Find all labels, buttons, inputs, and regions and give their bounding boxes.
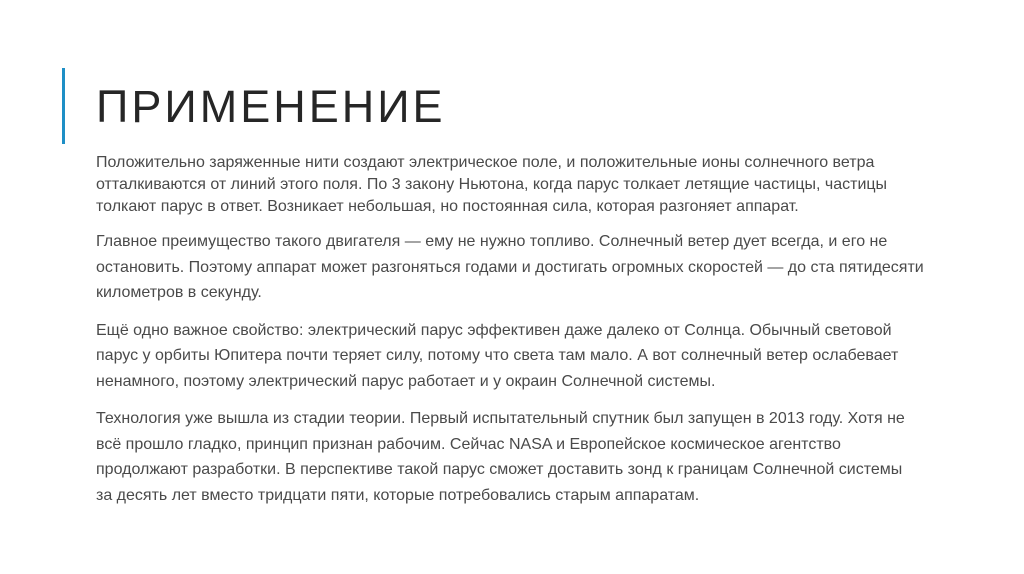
paragraph-technology-status bbox=[96, 406, 996, 508]
paragraph-line: Ещё одно важное свойство: электрический парус эффективен даже далеко от Солнца. Обычный световой bbox=[96, 321, 892, 339]
paragraph-line: ненамного, поэтому электрический парус работает и у окраин Солнечной системы. bbox=[96, 372, 716, 390]
paragraph-line: толкают парус в ответ. Возникает небольшая, но постоянная сила, которая разгоняет аппарат. bbox=[96, 198, 799, 215]
paragraph-line: отталкиваются от линий этого поля. По 3 закону Ньютона, когда парус толкает летящие частицы, частицы bbox=[96, 176, 888, 193]
paragraph-line: километров в секунду. bbox=[96, 284, 262, 301]
paragraph-line: Положительно заряженные нити создают электрическое поле, и положительные ионы солнечного ветра bbox=[96, 154, 875, 171]
paragraph-line: продолжают разработки. В перспективе такой парус сможет доставить зонд к границам Солнечной системы bbox=[96, 461, 903, 478]
paragraph-line: за десять лет вместо тридцати пяти, которые потребовались старым аппаратам. bbox=[96, 486, 700, 504]
slide-title: ПРИМЕНЕНИЕ bbox=[96, 81, 446, 132]
paragraph-line: всё прошло гладко, принцип признан рабочим. Сейчас NASA и Европейское космическое агентство bbox=[96, 435, 841, 453]
paragraph-line: Главное преимущество такого двигателя — ему не нужно топливо. Солнечный ветер дует всегда, и его не bbox=[96, 233, 888, 250]
paragraph-line: Технология уже вышла из стадии теории. Первый испытательный спутник был запущен в 2013 году. Хотя не bbox=[96, 410, 905, 427]
paragraph-no-fuel bbox=[96, 229, 996, 306]
paragraph-line: остановить. Поэтому аппарат может разгоняться годами и достигать огромных скоростей — до ста пятидесяти bbox=[96, 258, 924, 276]
paragraph-far-from-sun bbox=[96, 318, 996, 395]
paragraph-line: парус у орбиты Юпитера почти теряет силу, потому что света там мало. А вот солнечный ветер ослабевает bbox=[96, 347, 899, 364]
paragraph-ion-repulsion bbox=[96, 152, 996, 218]
slide-body bbox=[96, 152, 996, 520]
title-accent-bar bbox=[62, 68, 65, 144]
